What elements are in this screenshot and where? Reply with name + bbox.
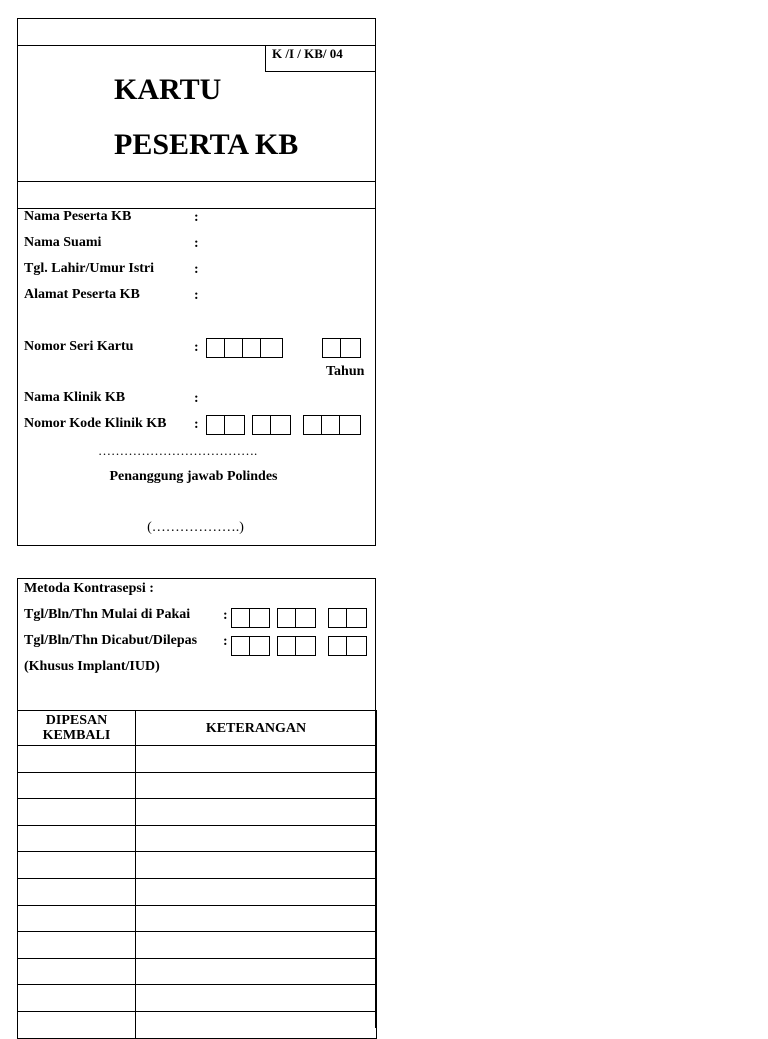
- table-row: [18, 746, 377, 773]
- colon: :: [194, 340, 199, 355]
- colon: :: [194, 262, 199, 277]
- table-row: [18, 852, 377, 879]
- signature-dots: ……………………………….: [98, 443, 258, 458]
- colon: :: [194, 210, 199, 225]
- cell-keterangan[interactable]: [136, 772, 377, 799]
- form-code-box: [265, 45, 376, 72]
- tahun-boxes[interactable]: [322, 338, 361, 358]
- colon: :: [194, 391, 199, 406]
- mulai-boxes-thn[interactable]: [328, 608, 367, 628]
- table-row: [18, 1011, 377, 1038]
- table-row: [18, 825, 377, 852]
- cell-keterangan[interactable]: [136, 958, 377, 985]
- cell-dipesan-kembali[interactable]: [18, 985, 136, 1012]
- cell-keterangan[interactable]: [136, 825, 377, 852]
- cell-keterangan[interactable]: [136, 799, 377, 826]
- cell-keterangan[interactable]: [136, 905, 377, 932]
- header-keterangan: KETERANGAN: [136, 711, 377, 746]
- signature-name: (……………….): [147, 520, 244, 535]
- colon: :: [223, 608, 228, 623]
- cell-dipesan-kembali[interactable]: [18, 799, 136, 826]
- colon: :: [223, 634, 228, 649]
- cell-keterangan[interactable]: [136, 852, 377, 879]
- table-row: [18, 958, 377, 985]
- table-row: [18, 932, 377, 959]
- table-row: [18, 772, 377, 799]
- kode-klinik-boxes-1[interactable]: [206, 415, 245, 435]
- mulai-boxes-bln[interactable]: [277, 608, 316, 628]
- header-dipesan-kembali: DIPESAN KEMBALI: [18, 711, 136, 746]
- nomor-seri-boxes[interactable]: [206, 338, 283, 358]
- label-nama-suami: Nama Suami: [24, 235, 102, 250]
- label-kode-klinik: Nomor Kode Klinik KB: [24, 416, 167, 431]
- cell-dipesan-kembali[interactable]: [18, 1011, 136, 1038]
- cell-keterangan[interactable]: [136, 1011, 377, 1038]
- kode-klinik-boxes-2[interactable]: [252, 415, 291, 435]
- label-nomor-seri: Nomor Seri Kartu: [24, 339, 134, 354]
- colon: :: [194, 236, 199, 251]
- colon: :: [194, 288, 199, 303]
- cell-dipesan-kembali[interactable]: [18, 958, 136, 985]
- label-nama-klinik: Nama Klinik KB: [24, 390, 126, 405]
- cell-dipesan-kembali[interactable]: [18, 772, 136, 799]
- label-tgl-lahir: Tgl. Lahir/Umur Istri: [24, 261, 155, 276]
- cell-dipesan-kembali[interactable]: [18, 825, 136, 852]
- cell-dipesan-kembali[interactable]: [18, 932, 136, 959]
- cell-dipesan-kembali[interactable]: [18, 878, 136, 905]
- dicabut-boxes-bln[interactable]: [277, 636, 316, 656]
- label-metoda: Metoda Kontrasepsi :: [24, 581, 154, 596]
- form-code: K /I / KB/ 04: [272, 46, 343, 61]
- colon: :: [194, 417, 199, 432]
- table-row: [18, 905, 377, 932]
- table-header-row: [18, 711, 377, 746]
- kartu-peserta-kb-card: [17, 18, 376, 546]
- metoda-kontrasepsi-card: [17, 578, 376, 1028]
- cell-dipesan-kembali[interactable]: [18, 852, 136, 879]
- table-row: [18, 878, 377, 905]
- card-title-line1: KARTU: [114, 73, 222, 106]
- cell-keterangan[interactable]: [136, 746, 377, 773]
- label-alamat: Alamat Peserta KB: [24, 287, 140, 302]
- cell-keterangan[interactable]: [136, 878, 377, 905]
- divider-title-bottom: [18, 181, 375, 182]
- dicabut-boxes-thn[interactable]: [328, 636, 367, 656]
- label-tahun: Tahun: [326, 364, 365, 379]
- dicabut-boxes-tgl[interactable]: [231, 636, 270, 656]
- cell-keterangan[interactable]: [136, 985, 377, 1012]
- table-row: [18, 985, 377, 1012]
- signature-role: Penanggung jawab Polindes: [109, 469, 278, 484]
- kode-klinik-boxes-3[interactable]: [303, 415, 361, 435]
- label-mulai: Tgl/Bln/Thn Mulai di Pakai: [24, 607, 191, 622]
- cell-dipesan-kembali[interactable]: [18, 746, 136, 773]
- keterangan-table: [17, 710, 377, 1039]
- label-khusus: (Khusus Implant/IUD): [24, 659, 160, 674]
- table-row: [18, 799, 377, 826]
- label-dicabut: Tgl/Bln/Thn Dicabut/Dilepas: [24, 633, 198, 648]
- cell-dipesan-kembali[interactable]: [18, 905, 136, 932]
- mulai-boxes-tgl[interactable]: [231, 608, 270, 628]
- cell-keterangan[interactable]: [136, 932, 377, 959]
- label-nama-peserta: Nama Peserta KB: [24, 209, 132, 224]
- card-title-line2: PESERTA KB: [114, 128, 299, 161]
